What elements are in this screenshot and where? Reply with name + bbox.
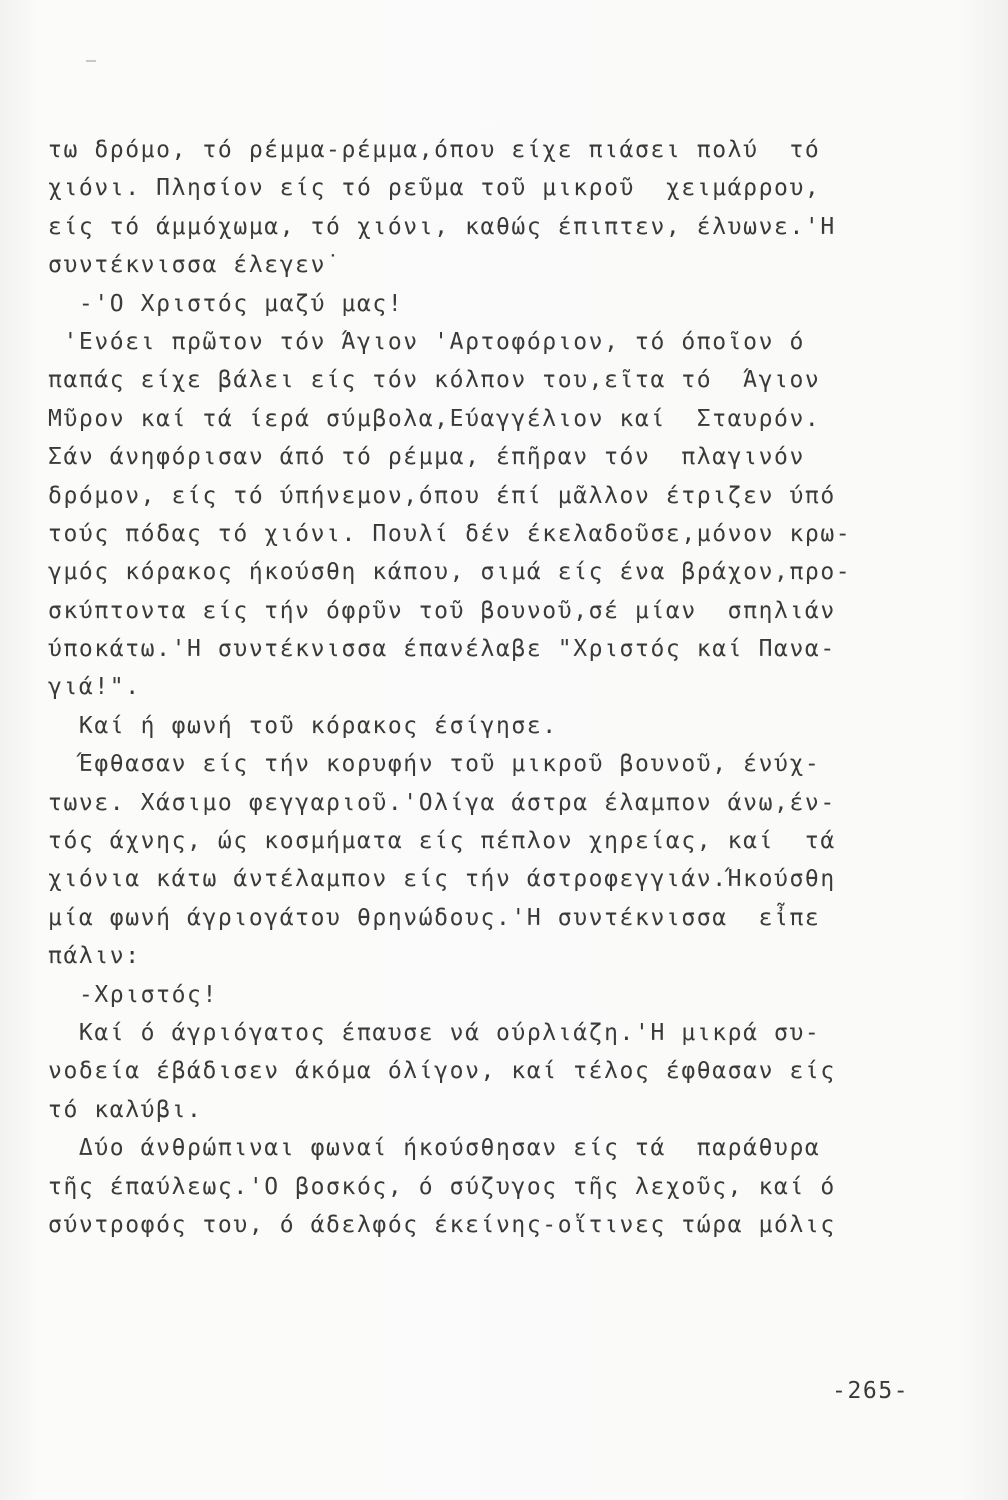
text-line: νοδεία έβάδισεν άκόμα όλίγον, καί τέλος έφθασαν είς: [48, 1058, 836, 1085]
text-line: τωνε. Χάσιμο φεγγαριοῦ.'Ολίγα άστρα έλαμπον άνω,έν-: [48, 789, 836, 816]
page-number: -265-: [832, 1378, 910, 1404]
text-line: μία φωνή άγριογάτου θρηνώδους.'Η συντέκνισσα εἶπε: [48, 904, 821, 931]
text-line: Έφθασαν είς τήν κορυφήν τοῦ μικροῦ βουνοῦ, ένύχ-: [48, 751, 821, 778]
text-line: τός άχνης, ώς κοσμήματα είς πέπλον χηρείας, καί τά: [48, 828, 836, 855]
text-line: δρόμον, είς τό ύπήνεμον,όπου έπί μᾶλλον έτριζεν ύπό: [48, 482, 836, 509]
text-line: χιόνι. Πλησίον είς τό ρεῦμα τοῦ μικροῦ χειμάρρου,: [48, 175, 821, 202]
text-line: ύποκάτω.'Η συντέκνισσα έπανέλαβε "Χριστός καί Πανα-: [48, 636, 836, 663]
body-text: [48, 131, 928, 1244]
text-line: πάλιν:: [48, 943, 141, 970]
text-line: Καί ή φωνή τοῦ κόρακος έσίγησε.: [48, 712, 558, 739]
text-line: σκύπτοντα είς τήν όφρῦν τοῦ βουνοῦ,σέ μίαν σπηλιάν: [48, 597, 836, 624]
text-line: -Χριστός!: [48, 981, 218, 1008]
text-line: Μῦρον καί τά ίερά σύμβολα,Εύαγγέλιον καί Σταυρόν.: [48, 405, 821, 432]
text-line: γιά!".: [48, 674, 141, 701]
text-line: -'Ο Χριστός μαζύ μας!: [48, 290, 404, 317]
text-line: παπάς είχε βάλει είς τόν κόλπον του,εῖτα τό Άγιον: [48, 367, 821, 394]
text-line: σύντροφός του, ό άδελφός έκείνης-οἵτινες τώρα μόλις: [48, 1211, 836, 1238]
text-line: Σάν άνηφόρισαν άπό τό ρέμμα, έπῆραν τόν πλαγινόν: [48, 444, 805, 471]
text-line: γμός κόρακος ήκούσθη κάπου, σιμά είς ένα βράχον,προ-: [48, 559, 852, 586]
text-line: είς τό άμμόχωμα, τό χιόνι, καθώς έπιπτεν, έλυωνε.'Η: [48, 213, 836, 240]
page-mark: [86, 60, 96, 62]
text-line: τούς πόδας τό χιόνι. Πουλί δέν έκελαδοῦσε,μόνον κρω-: [48, 520, 852, 547]
text-line: τω δρόμο, τό ρέμμα-ρέμμα,όπου είχε πιάσει πολύ τό: [48, 137, 821, 163]
text-line: συντέκνισσα έλεγεν˙: [48, 252, 342, 279]
text-line: Καί ό άγριόγατος έπαυσε νά ούρλιάζη.'Η μικρά συ-: [48, 1019, 821, 1046]
text-line: 'Ενόει πρῶτον τόν Άγιον 'Αρτοφόριον, τό όποῖον ό: [48, 328, 805, 355]
text-line: Δύο άνθρώπιναι φωναί ήκούσθησαν είς τά παράθυρα: [48, 1135, 821, 1162]
text-line: χιόνια κάτω άντέλαμπον είς τήν άστροφεγγιάν.Ήκούσθη: [48, 866, 836, 893]
text-line: τό καλύβι.: [48, 1096, 203, 1123]
text-line: τῆς έπαύλεως.'Ο βοσκός, ό σύζυγος τῆς λεχοῦς, καί ό: [48, 1173, 836, 1200]
